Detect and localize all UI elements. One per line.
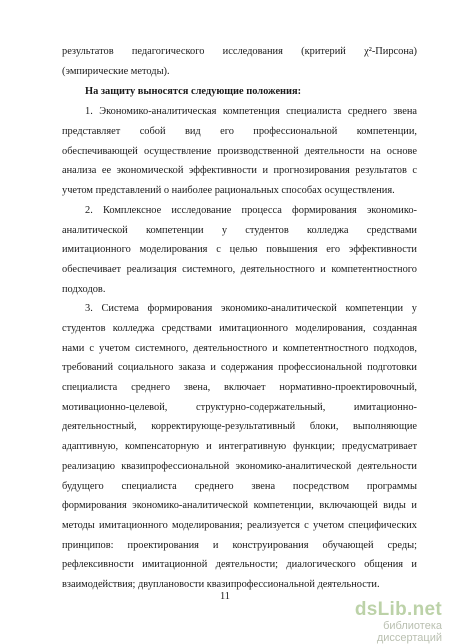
text-line: обеспечивает реализация системного, деятельностного и компетентностного	[62, 264, 417, 275]
text-line: 1. Экономико-аналитическая компетенция специалиста среднего звена	[85, 106, 417, 117]
text-line: мотивационно-целевой, структурно-содержательный, имитационно-	[62, 402, 417, 413]
text-line: формирования экономико-аналитической компетенции, включающей виды и	[62, 500, 417, 511]
text-line: нами с учетом системного, деятельностного и компетентностного подходов,	[62, 343, 417, 354]
text-line: взаимодействия; двуплановости квазипрофессиональной деятельности.	[62, 579, 380, 590]
section-heading: На защиту выносятся следующие положения:	[85, 86, 302, 97]
text-line: принципов: проектирования и конструирования обучающей среды;	[62, 540, 417, 551]
text-line: 3. Система формирования экономико-аналитической компетенции у	[85, 303, 417, 314]
watermark-subtitle: библиотека диссертаций	[376, 620, 442, 644]
text-line: реализацию квазипрофессиональной экономико-аналитической деятельности	[62, 461, 417, 472]
text-line: требований социального заказа и содержания профессиональной подготовки	[62, 362, 417, 373]
dslib-watermark	[322, 599, 442, 644]
text-line: учетом представлений о наиболее рациональных способах осуществления.	[62, 185, 395, 196]
text-line: аналитической компетенции у студентов колледжа средствами	[62, 225, 417, 236]
text-line: (эмпирические методы).	[62, 66, 170, 77]
text-line: имитационного моделирования с целью повышения его эффективности	[62, 244, 417, 255]
text-line: подходов.	[62, 284, 106, 295]
text-line: рефлексивности имитационной деятельности; диалогического общения и	[62, 559, 417, 570]
text-line: 2. Комплексное исследование процесса формирования экономико-	[85, 205, 417, 216]
text-line: обеспечивающей осуществление производственной деятельности на основе	[62, 146, 417, 157]
text-line: студентов колледжа средствами имитационного моделирования, созданная	[62, 323, 417, 334]
text-line: специалиста среднего звена, включает нормативно-проектировочный,	[62, 382, 417, 393]
text-line: деятельностный, корректирующе-результативный блоки, выполняющие	[62, 421, 417, 432]
text-line: результатов педагогического исследования (критерий χ²-Пирсона)	[62, 46, 417, 57]
page-number: 11	[219, 591, 230, 602]
text-line: адаптивную, компенсаторную и интегративную функции; предусматривает	[62, 441, 417, 452]
text-line: будущего специалиста среднего звена посредством программы	[62, 481, 417, 492]
text-line: представляет собой вид его профессиональной компетенции,	[62, 126, 417, 137]
watermark-logo: dsLib.net	[354, 599, 442, 620]
text-line: анализа ее экономической эффективности и прогнозирования результатов с	[62, 165, 417, 176]
text-line: методы имитационного моделирования; реализуется с учетом специфических	[62, 520, 417, 531]
